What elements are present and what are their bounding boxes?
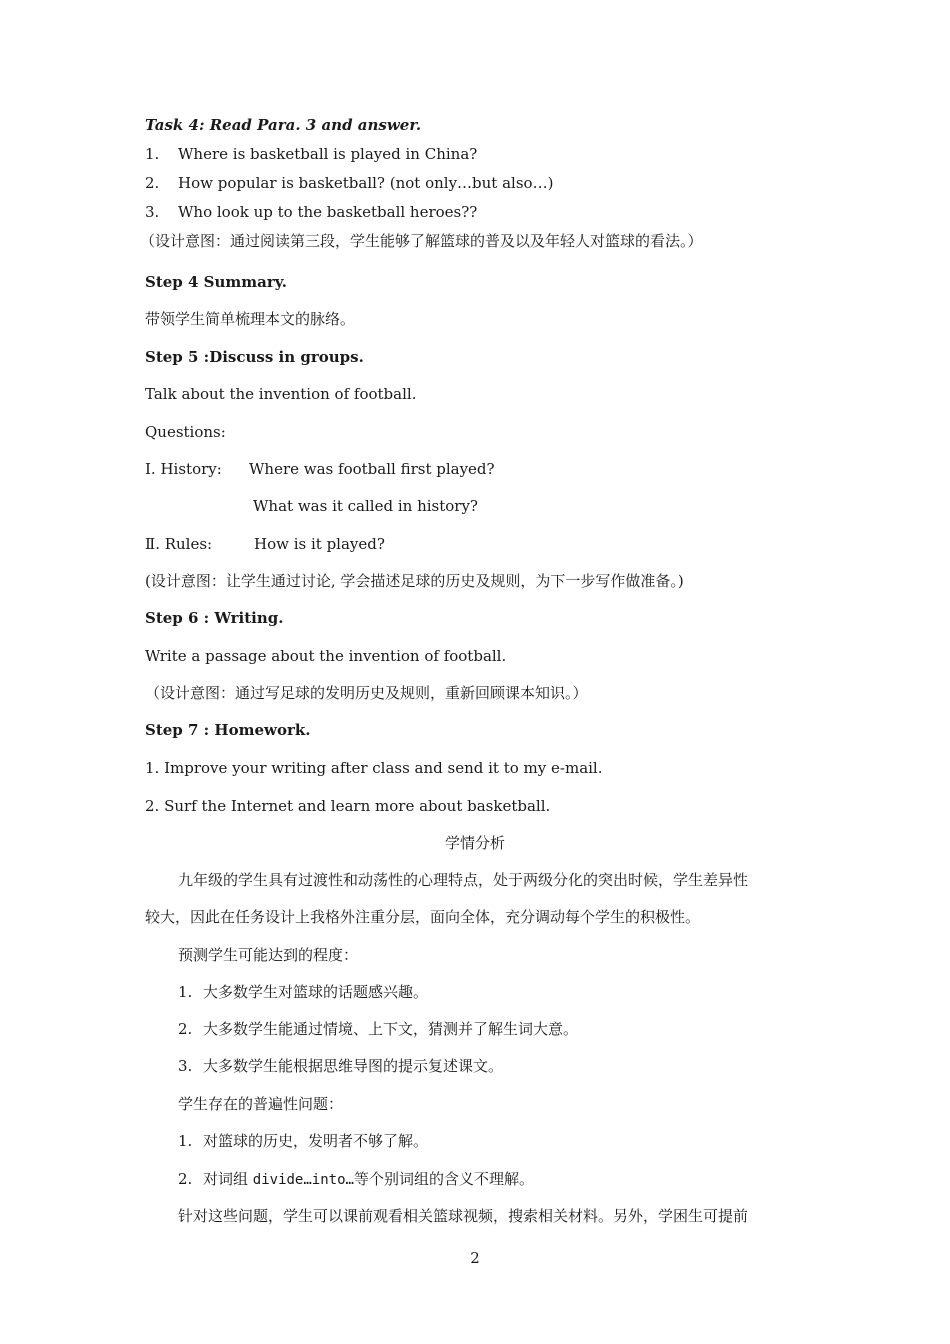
page-number: 2 <box>470 1249 480 1267</box>
problem2-text <box>203 1169 534 1190</box>
task4-q3-number: 3. <box>145 203 160 221</box>
step6-heading: Step 6 : Writing. <box>145 609 284 627</box>
step5-rules-q1: How is it played? <box>254 535 385 553</box>
predict-item3-text: 大多数学生能根据思维导图的提示复述课文。 <box>203 1057 504 1075</box>
problem2-phrase: divide…into… <box>252 1172 354 1188</box>
task4-q2-text: How popular is basketball? (not only…but also…) <box>178 174 554 192</box>
problem2-post: 等个别词组的含义不理解。 <box>353 1170 534 1188</box>
problem1-text: 对篮球的历史，发明者不够了解。 <box>203 1132 429 1150</box>
analysis-problems-label: 学生存在的普遍性问题： <box>178 1095 344 1113</box>
predict-item2-number: 2. <box>178 1020 193 1038</box>
task4-q1-text: Where is basketball is played in China? <box>178 145 478 163</box>
predict-item3-number: 3. <box>178 1057 193 1075</box>
task4-q1-number: 1. <box>145 145 160 163</box>
analysis-para1-line2: 较大，因此在任务设计上我格外注重分层，面向全体，充分调动每个学生的积极性。 <box>145 908 701 926</box>
task4-q3-text: Who look up to the basketball heroes?? <box>178 203 478 221</box>
problem2-pre: 对词组 <box>203 1170 253 1188</box>
step4-heading: Step 4 Summary. <box>145 273 287 291</box>
step5-history-label: Ⅰ. History: <box>145 460 222 478</box>
analysis-title: 学情分析 <box>444 834 505 852</box>
step4-text: 带领学生简单梳理本文的脉络。 <box>145 310 356 328</box>
predict-item1-number: 1. <box>178 983 193 1001</box>
step6-intent: （设计意图：通过写足球的发明历史及规则，重新回顾课本知识。） <box>145 684 588 702</box>
predict-item1-text: 大多数学生对篮球的话题感兴趣。 <box>203 983 429 1001</box>
step7-item2: 2. Surf the Internet and learn more about basketball. <box>145 797 551 815</box>
step5-rules-label: Ⅱ. Rules: <box>145 535 213 553</box>
step5-questions-label: Questions: <box>145 423 226 441</box>
analysis-last-line: 针对这些问题，学生可以课前观看相关篮球视频，搜索相关材料。另外，学困生可提前 <box>178 1207 749 1225</box>
analysis-para1-line1: 九年级的学生具有过渡性和动荡性的心理特点，处于两级分化的突出时候，学生差异性 <box>178 871 749 889</box>
step6-text: Write a passage about the invention of football. <box>145 647 507 665</box>
step5-history-q1: Where was football first played? <box>249 460 495 478</box>
task4-heading: Task 4: Read Para. 3 and answer. <box>145 116 422 134</box>
problem2-number: 2. <box>178 1170 193 1188</box>
predict-item2-text: 大多数学生能通过情境、上下文，猜测并了解生词大意。 <box>203 1020 579 1038</box>
step5-intent: (设计意图：让学生通过讨论, 学会描述足球的历史及规则，为下一步写作做准备。) <box>145 572 684 590</box>
problem1-number: 1. <box>178 1132 193 1150</box>
step5-heading: Step 5 :Discuss in groups. <box>145 348 364 366</box>
step7-item1: 1. Improve your writing after class and send it to my e-mail. <box>145 759 603 777</box>
step5-text: Talk about the invention of football. <box>145 385 417 403</box>
task4-intent: （设计意图：通过阅读第三段，学生能够了解篮球的普及以及年轻人对篮球的看法。） <box>140 232 703 250</box>
step7-heading: Step 7 : Homework. <box>145 721 311 739</box>
step5-history-q2: What was it called in history? <box>253 497 478 515</box>
analysis-predict-label: 预测学生可能达到的程度： <box>178 946 359 964</box>
task4-q2-number: 2. <box>145 174 160 192</box>
